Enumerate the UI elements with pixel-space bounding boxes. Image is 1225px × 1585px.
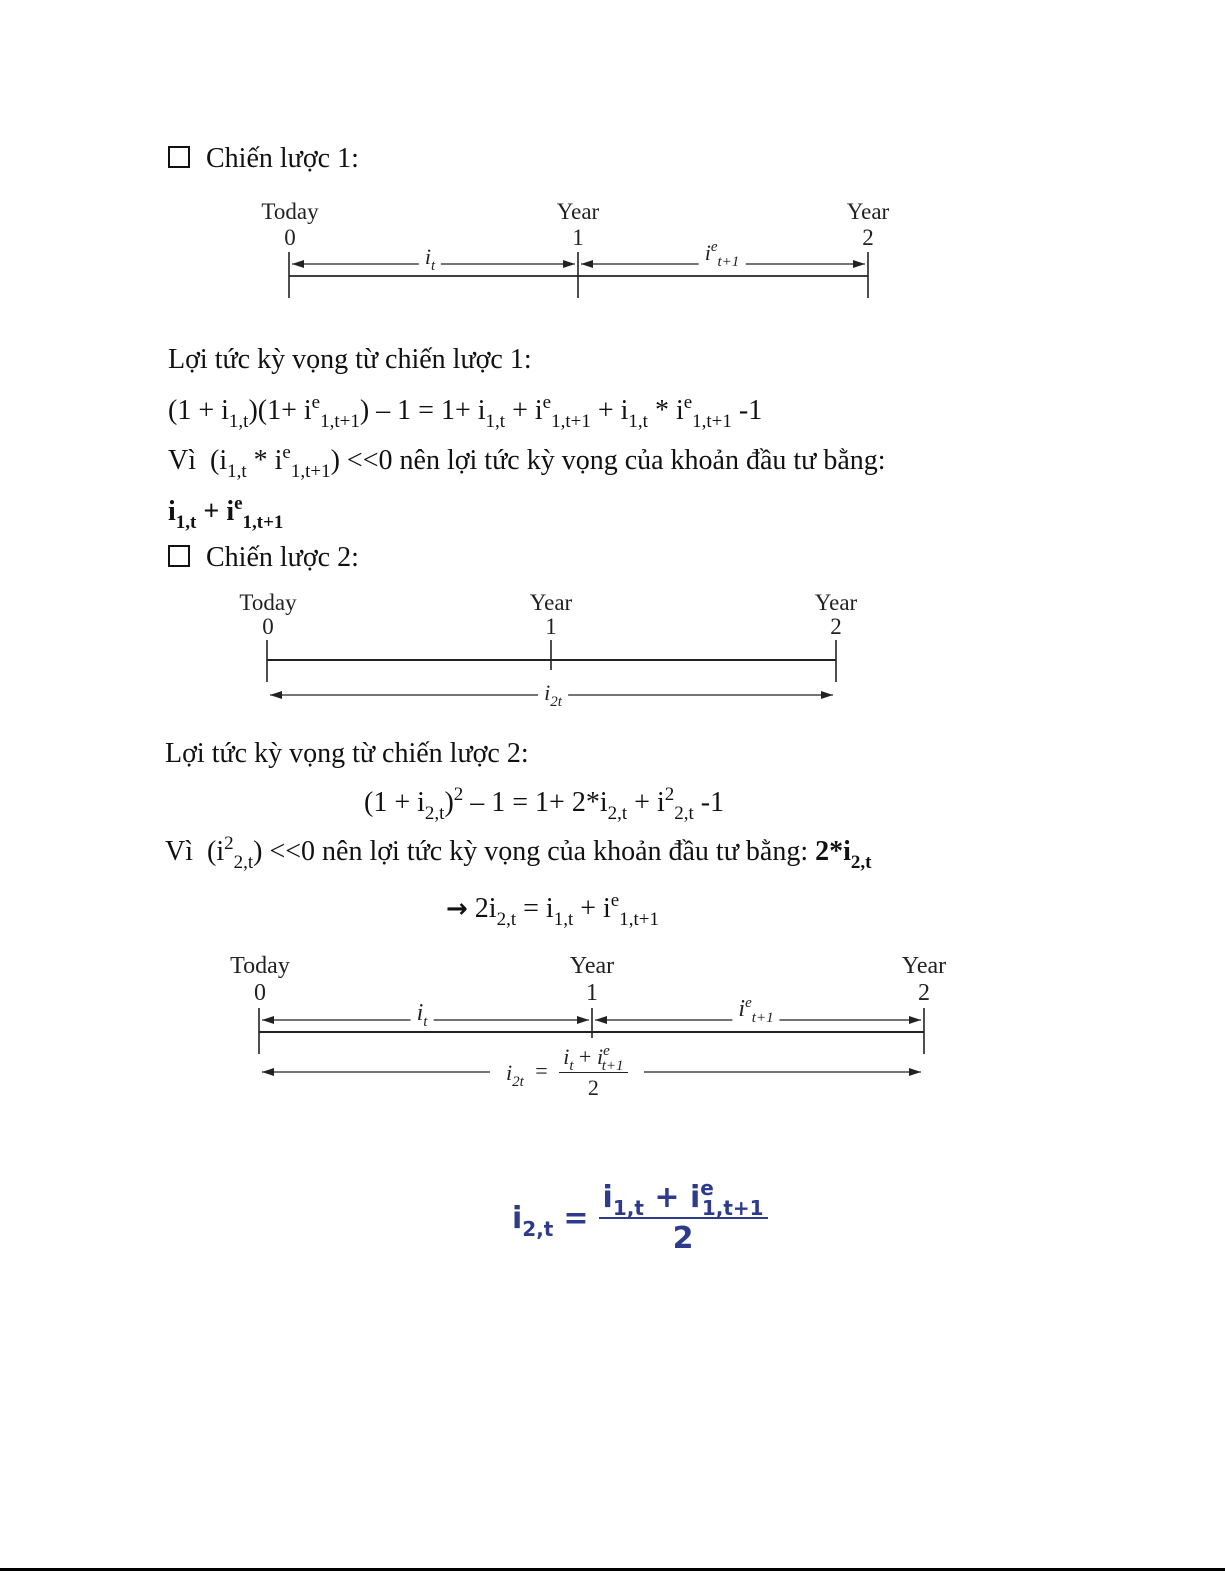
timeline-2-value-0: 0 — [262, 614, 274, 639]
timeline-2-label-2: Year — [814, 590, 858, 615]
checkbox-icon — [168, 146, 190, 168]
timeline-3-var-b: $i^e_{t+1}$ — [732, 996, 779, 1023]
timeline-3-var-a: $i_t$ — [411, 1000, 434, 1027]
timeline-1-axis — [280, 248, 880, 302]
timeline-2-label-0: Today — [239, 590, 297, 615]
expected-2-because: Vì $(i^2_{2,t}) <<0$ nên lợi tức kỳ vọng của khoản đầu tư bằng: $2*i_{2,t}$ — [165, 833, 872, 873]
arrow-right-icon: → — [446, 894, 468, 924]
timeline-2-var: $i_{2t}$ — [538, 680, 568, 706]
timeline-3-average-equation: $i_{2t}$ = $i_t + i^e_{t+1}$ 2 — [490, 1044, 644, 1101]
expected-1-heading: Lợi tức kỳ vọng từ chiến lược 1: — [168, 344, 532, 375]
timeline-2-value-1: 1 — [545, 614, 557, 639]
page-bottom-rule — [0, 1568, 1225, 1571]
timeline-1-label-2: Year — [846, 199, 890, 224]
strategy-1-heading: Chiến lược 1: — [168, 143, 359, 175]
strategy-2-heading: Chiến lược 2: — [168, 542, 359, 574]
timeline-1-value-0: 0 — [284, 225, 296, 250]
timeline-2-label-1: Year — [529, 590, 573, 615]
timeline-3-label-1: Year — [569, 953, 615, 979]
expected-2-equation: $(1 + i_{2,t})^2 - 1 = 1+ 2*i_{2,t} + i^2_{2,t}$ -1 — [364, 784, 725, 824]
expected-1-equation: $(1 + i_{1,t})(1+ i^e_{1,t+1}) - 1 = 1+ i_{1,t} + i^e_{1,t+1} + i_{1,t} * i^e_{1,t+1}$ -1 — [168, 392, 763, 432]
timeline-2-value-2: 2 — [830, 614, 842, 639]
timeline-1-value-2: 2 — [862, 225, 874, 250]
timeline-3-value-2: 2 — [918, 980, 930, 1006]
expected-1-because: Vì $(i_{1,t} * i^e_{1,t+1}) <<0$ nên lợi tức kỳ vọng của khoản đầu tư bằng: — [168, 442, 886, 482]
timeline-3-value-1: 1 — [586, 980, 598, 1006]
timeline-1-var-b: $i^e_{t+1}$ — [699, 240, 746, 266]
expected-2-because-result: $2*i_{2,t}$ — [815, 836, 872, 873]
timeline-1-label-1: Year — [556, 199, 600, 224]
expected-1-result: $i_{1,t} + i^e_{1,t+1}$ — [168, 493, 284, 533]
expected-2-heading: Lợi tức kỳ vọng từ chiến lược 2: — [165, 738, 529, 769]
timeline-1-var-a: $i_t$ — [419, 244, 441, 270]
checkbox-icon — [168, 545, 190, 567]
timeline-3-label-0: Today — [230, 953, 290, 979]
timeline-1-label-0: Today — [261, 199, 319, 224]
arrow-equation: → $2i_{2,t} = i_{1,t} + i^e_{1,t+1}$ — [446, 890, 659, 930]
timeline-1-value-1: 1 — [572, 225, 584, 250]
final-formula: $i_{2,t}$ = $\frac{i_{1,t} + i^e_{1,t+1}}{2}$ — [512, 1180, 768, 1256]
timeline-3-label-2: Year — [901, 953, 947, 979]
timeline-3-value-0: 0 — [254, 980, 266, 1006]
